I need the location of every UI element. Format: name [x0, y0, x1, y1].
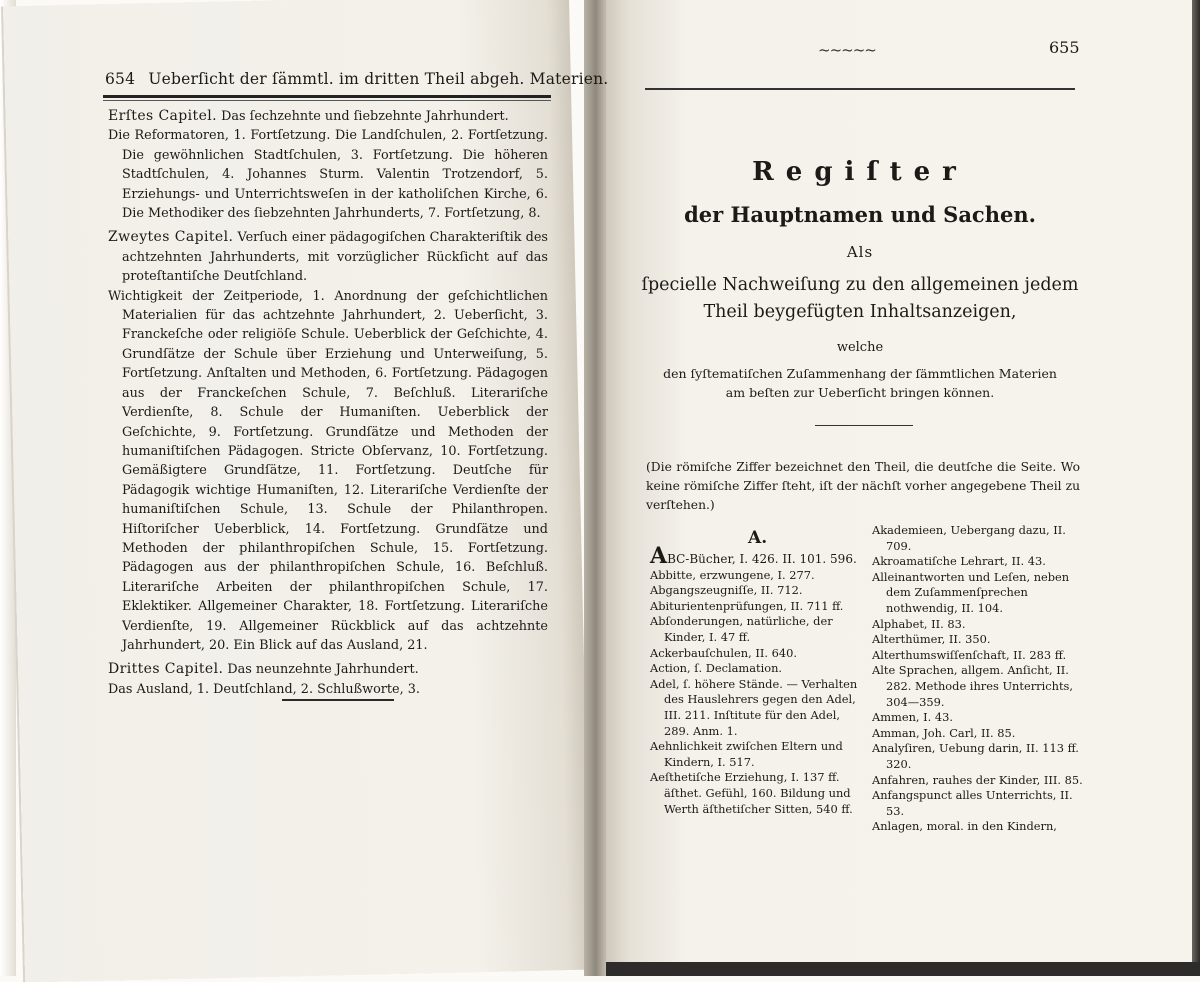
section-letter: A. — [748, 528, 768, 548]
index-entry: Anlagen, moral. in den Kindern, — [872, 819, 1057, 834]
index-entry: Analyſiren, Uebung darin, II. 113 ff. 320. — [872, 741, 1079, 771]
right-header-rule — [645, 88, 1075, 90]
chapter-1 — [108, 107, 548, 223]
title-rule — [815, 425, 913, 426]
index-column-left — [650, 543, 864, 817]
index-entry: Abbitte, erzwungene, I. 277. — [650, 567, 815, 582]
right-page-number: 655 — [1049, 38, 1080, 57]
chapter-title: Erſtes Capitel. — [108, 108, 217, 124]
chapter-subtitle: Das neunzehnte Jahrhundert. — [227, 662, 419, 678]
index-entry: Aeſthetiſche Erziehung, I. 137 ff. äſthet. Gefühl, 160. Bildung und Werth äſthetiſcher Sitten, 540 ff. — [650, 770, 853, 816]
title-systematic — [640, 364, 1080, 402]
index-entry: Abſonderungen, natürliche, der Kinder, I. 47 ff. — [650, 614, 833, 644]
index-entry: ABC-Bücher, I. 426. II. 101. 596. — [650, 543, 857, 569]
chapter-title: Zweytes Capitel. — [108, 229, 234, 246]
index-entry: Akademieen, Uebergang dazu, II. 709. — [872, 523, 1066, 553]
index-column-right — [872, 523, 1088, 835]
index-entry: Amman, Joh. Carl, II. 85. — [872, 725, 1016, 740]
end-rule — [282, 699, 394, 701]
left-page-number: 654 — [105, 70, 136, 88]
contents-overview — [108, 106, 548, 699]
index-entry: Alphabet, II. 83. — [872, 616, 966, 631]
index-entry: Abiturientenprüfungen, II. 711 ff. — [650, 598, 844, 613]
index-entry: Alleinantworten und Leſen, neben dem Zuſammenſprechen nothwendig, II. 104. — [872, 569, 1070, 615]
chapter-2 — [108, 228, 548, 655]
index-entry: Abgangszeugniſſe, II. 712. — [650, 583, 803, 598]
chapter-title: Drittes Capitel. — [108, 661, 224, 678]
index-entry: Alte Sprachen, allgem. Anſicht, II. 282. Methode ihres Unterrichts, 304—359. — [872, 663, 1073, 709]
chapter-paragraph: Wichtigkeit der Zeitperiode, 1. Anordnung der geſchichtlichen Materialien für das achtzehnte Jahrhundert, 2. Ueberſicht, 3. Franckeſche oder religiöſe Schule. Ueberblick der Geſchichte, 4. Grundſätze der Schule über Erziehung und Unterweiſung, 5. Fortſetzung. Anſtalten und Methoden, 6. Fortſetzung. Pädagogen aus der Franckeſchen Schule, 7. Beſchluß. Literariſche Verdienſte, 8. Schule der Humaniſten. Ueberblick der Geſchichte, 9. Fortſetzung. Grundſätze und Methoden der humaniſtiſchen Pädagogen. Stricte Obſervanz, 10. Fortſetzung. Gemäßigtere Grundſätze, 11. Fortſetzung. Deutſche für Pädagogik wichtige Humaniſten, 12. Literariſche Verdienſte der humaniſtiſchen Schule, 13. Schule der Philanthropen. Hiſtoriſcher Ueberblick, 14. Fortſetzung. Grundſätze und Methoden der philanthropiſchen Schule, 15. Fortſetzung. Pädagogen aus der philanthropiſchen Schule, 16. Beſchluß. Literariſche Arbeiten der philanthropiſchen Schule, 17. Eklektiker. Allgemeiner Charakter, 18. Fortſetzung. Literariſche Verdienſte, 19. Allgemeiner Rückblick auf das achtzehnte Jahrhundert, 20. Ein Blick auf das Ausland, 21. — [108, 288, 548, 653]
index-entry: Ammen, I. 43. — [872, 710, 954, 725]
index-entry: Alterthümer, II. 350. — [872, 632, 991, 647]
initial-letter: A — [650, 543, 668, 569]
index-entry: Aehnlichkeit zwiſchen Eltern und Kindern, I. 517. — [650, 739, 843, 769]
systematic-line: am beſten zur Ueberſicht bringen können. — [725, 385, 995, 400]
index-entry: Anfahren, rauhes der Kinder, III. 85. — [872, 772, 1083, 787]
chapter-3 — [108, 660, 548, 699]
register-note: (Die römiſche Ziffer bezeichnet den Theil, die deutſche die Seite. Wo keine römiſche Ziffer ſteht, iſt der nächſt vorher angegebene Theil zu verſtehen.) — [646, 460, 1080, 512]
register-subtitle: der Hauptnamen und Sachen. — [684, 202, 1036, 227]
title-welche: welche — [836, 340, 884, 355]
title-specification — [640, 272, 1080, 326]
chapter-paragraph: Das Ausland, 1. Deutſchland, 2. Schlußworte, 3. — [108, 681, 420, 697]
title-als: Als — [846, 243, 874, 261]
left-running-header — [105, 70, 609, 88]
register-title: Regiſter — [752, 157, 968, 187]
index-entry: Alterthumswiſſenſchaft, II. 283 ff. — [872, 647, 1067, 662]
index-entry: Adel, ſ. höhere Stände. — Verhalten des Hauslehrers gegen den Adel, III. 211. Inſtitute für den Adel, 289. Anm. 1. — [650, 676, 858, 738]
left-header-rule — [103, 95, 551, 101]
chapter-subtitle: Verſuch einer pädagogiſchen Charakteriſtik des achtzehnten Jahrhunderts, mit vorzüglicher Rückſicht auf das proteſtantiſche Deutſchland. — [122, 230, 548, 285]
book-cover-edge — [1192, 0, 1200, 976]
specification-line: ſpecielle Nachweiſung zu den allgemeinen jedem — [641, 275, 1079, 295]
chapter-subtitle: Das ſechzehnte und ſiebzehnte Jahrhundert. — [221, 109, 509, 124]
index-entry: Action, ſ. Declamation. — [650, 661, 783, 676]
specification-line: Theil beygefügten Inhaltsanzeigen, — [703, 302, 1017, 322]
header-ornament: ~~~~~ — [818, 41, 876, 59]
index-entry: Anfangspunct alles Unterrichts, II. 53. — [872, 788, 1073, 818]
chapter-paragraph: Die Reformatoren, 1. Fortſetzung. Die Landſchulen, 2. Fortſetzung. Die gewöhnlichen Stadtſchulen, 3. Fortſetzung. Die höheren Stadtſchulen, 4. Johannes Sturm. Valentin Trotzendorf, 5. Erziehungs- und Unterrichtsweſen in der katholiſchen Kirche, 6. Die Methodiker des ſiebzehnten Jahrhunderts, 7. Fortſetzung, 8. — [108, 128, 548, 222]
left-running-title: Ueberſicht der ſämmtl. im dritten Theil abgeh. Materien. — [148, 70, 609, 88]
book-cover-bottom — [606, 962, 1200, 976]
index-entry: Akroamatiſche Lehrart, II. 43. — [872, 554, 1046, 569]
index-entry: Ackerbauſchulen, II. 640. — [650, 645, 797, 660]
systematic-line: den ſyſtematiſchen Zuſammenhang der ſämmtlichen Materien — [663, 366, 1057, 381]
